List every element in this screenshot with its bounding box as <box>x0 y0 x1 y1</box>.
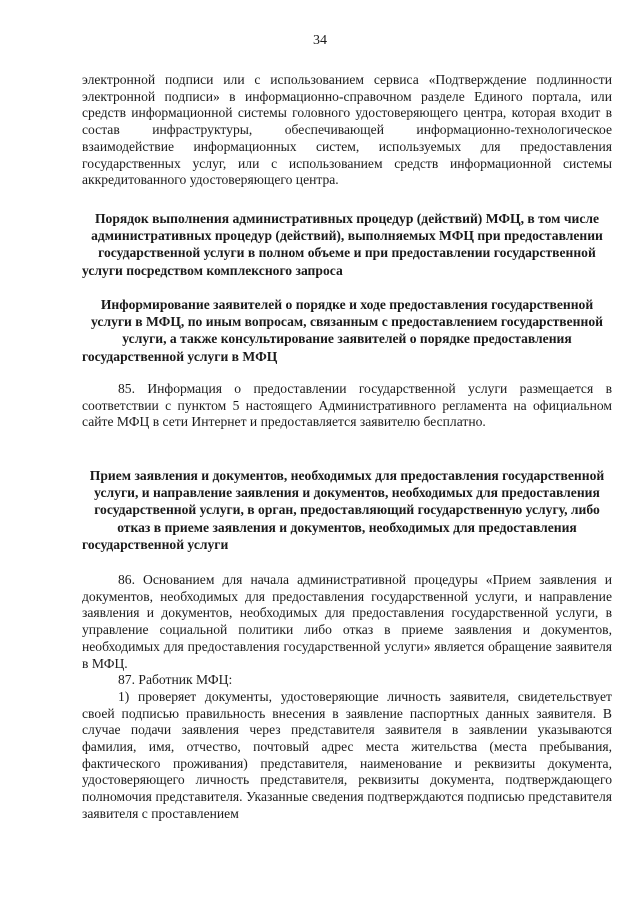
subsection-reception-heading: Прием заявления и документов, необходимых для предоставления государственной услуги, и направление заявления и документов, необходимых для предоставления государственной услуги, в орган, предоставляющий государственную услугу, либо отказ в приеме заявления и документов, необходимых для предоставления государственной услуги <box>82 468 605 552</box>
paragraph-87-item-1: 1) проверяет документы, удостоверяющие личность заявителя, свидетельствует своей подписью правильность внесения в заявление паспортных данных заявителя. В случае подачи заявления через представителя заявителя в заявлении указываются фамилия, имя, отчество, почтовый адрес места жительства (места пребывания, фактического проживания) представителя, наименование и реквизиты документа, удостоверяющего личность представителя, реквизиты документа, подтверждающего полномочия представителя. Указанные сведения подтверждаются подписью представителя заявителя с проставлением <box>82 688 612 821</box>
subsection-reception-block <box>82 467 612 553</box>
continuation-paragraph: электронной подписи или с использованием сервиса «Подтверждение подлинности электронной подписи» в информационно-справочном разделе Единого портала, или средств информационной системы головного удостоверяющего центра, которая входит в состав инфраструктуры, обеспечивающей информационно-технологическое взаимодействие информационных систем, используемых для предоставления государственных услуг, или с использованием средств информационной системы аккредитованного удостоверяющего центра. <box>82 72 612 188</box>
paragraph-85-block <box>82 381 612 431</box>
paragraph-85: 85. Информация о предоставлении государственной услуги размещается в соответствии с пунктом 5 настоящего Административного регламента на официальном сайте МФЦ в сети Интернет и предоставляется заявителю бесплатно. <box>82 381 612 430</box>
page-number: 34 <box>313 33 327 48</box>
subsection-informing-block <box>82 296 612 365</box>
subsection-informing-heading: Информирование заявителей о порядке и ходе предоставления государственной услуги в МФЦ, по иным вопросам, связанным с предоставлением государственной услуги, а также консультирование заявителей о порядке предоставления государственной услуги в МФЦ <box>82 297 603 364</box>
paragraph-87: 87. Работник МФЦ: <box>118 672 233 688</box>
paragraphs-86-87-block <box>82 572 612 823</box>
continuation-block <box>82 72 612 189</box>
section-heading-block <box>82 210 612 279</box>
paragraph-86: 86. Основанием для начала административной процедуры «Прием заявления и документов, необходимых для предоставления государственной услуги, и направление заявления и документов, необходимых для предоставления государственной услуги, в управление социальной политики либо отказ в приеме заявления и документов, необходимых для предоставления государственной услуги» является обращение заявителя в МФЦ. <box>82 572 612 671</box>
section-heading: Порядок выполнения административных процедур (действий) МФЦ, в том числе административных процедур (действий), выполняемых МФЦ при предоставлении государственной услуги в полном объеме и при предоставлении государственной услуги посредством комплексного запроса <box>82 211 603 278</box>
